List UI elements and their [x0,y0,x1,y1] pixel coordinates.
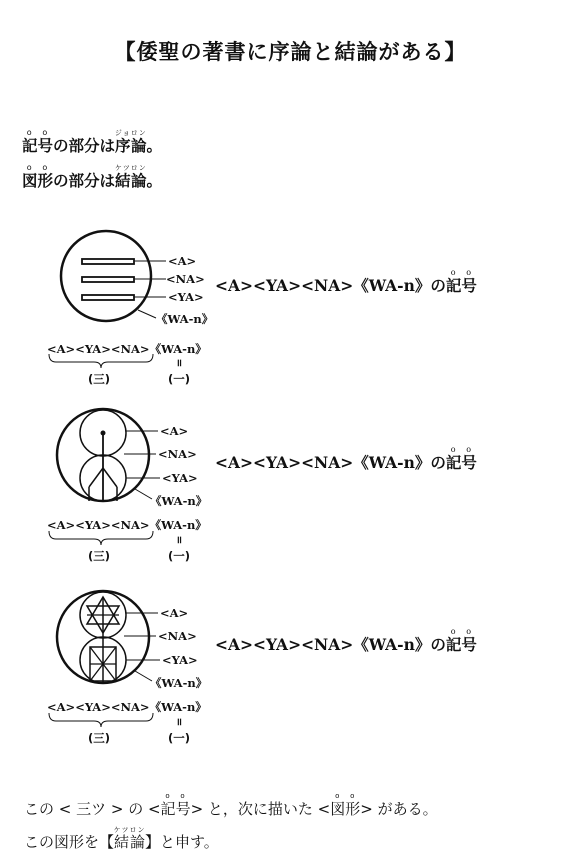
bottom-term-ketsuron: 結論ケツロン [113,826,146,851]
bottom-kanji-ki: 記o [160,792,176,818]
label-a: <A> [160,424,189,438]
diagram-1 [0,228,581,388]
label-wan: 《WA-n》 [150,676,208,690]
bar-middle [82,277,134,282]
count-three: (三) [88,549,111,563]
label-wan: 《WA-n》 [150,494,208,508]
bottom-line-2: この図形を【結論ケツロン】と申す。 [24,826,219,851]
diagram-1-figure [0,228,240,388]
sequence: <A><YA><NA>《WA-n》 [47,342,207,356]
bar-bottom [82,295,134,300]
sequence: <A><YA><NA>《WA-n》 [47,518,207,532]
label-na: <NA> [166,272,205,286]
diagram-3 [0,587,581,747]
equals-sign: ॥ [176,358,182,369]
intro2-mid: の部分は [53,172,116,190]
count-one: (一) [168,549,191,563]
equals-sign: ॥ [176,535,182,546]
diagram-2-description: <A><YA><NA>《WA-n》の記o号o [215,445,477,472]
bottom-kanji-go: 号o [175,792,191,818]
brace [49,713,153,727]
diagram-3-description: <A><YA><NA>《WA-n》の記o号o [215,627,477,654]
diagram-1-description: <A><YA><NA>《WA-n》の記o号o [215,268,477,295]
intro2-term: 結論ケツロン [114,164,147,190]
sequence: <A><YA><NA>《WA-n》 [47,700,207,714]
intro1-kanji-a: 記o [22,128,38,155]
intro-line-2 [22,163,162,191]
label-wan: 《WA-n》 [156,312,214,326]
intro2-end: 。 [146,172,163,190]
intro1-kanji-b: 号o [37,128,54,155]
leader-wan [138,310,156,318]
label-ya: <YA> [168,290,204,304]
bottom-kanji-zu: 図o [330,792,346,818]
diagram-2 [0,405,581,565]
count-three: (三) [88,372,111,386]
intro1-mid: の部分は [53,137,116,155]
count-one: (一) [168,731,191,745]
bottom-kanji-kei: 形o [345,792,361,818]
outer-circle [61,231,151,321]
label-a: <A> [168,254,197,268]
label-na: <NA> [158,629,197,643]
bottom-line-1: この < 三ツ > の <記o号o> と，次に描いた <図o形o> がある。 [24,792,438,818]
page-title: 【倭聖の著書に序論と結論がある】 [114,40,467,64]
count-three: (三) [88,731,111,745]
count-one: (一) [168,372,191,386]
intro-line-1 [22,128,162,156]
label-a: <A> [160,606,189,620]
label-na: <NA> [158,447,197,461]
brace [49,531,153,545]
label-ya: <YA> [162,471,198,485]
bar-top [82,259,134,264]
equals-sign: ॥ [176,717,182,728]
diagram-3-figure [0,587,240,747]
diagram-2-figure [0,405,240,565]
intro2-kanji-b: 形o [37,163,54,190]
intro1-end: 。 [146,137,163,155]
label-ya: <YA> [162,653,198,667]
intro1-term: 序論ジョロン [114,129,147,155]
intro2-kanji-a: 図o [22,163,38,190]
